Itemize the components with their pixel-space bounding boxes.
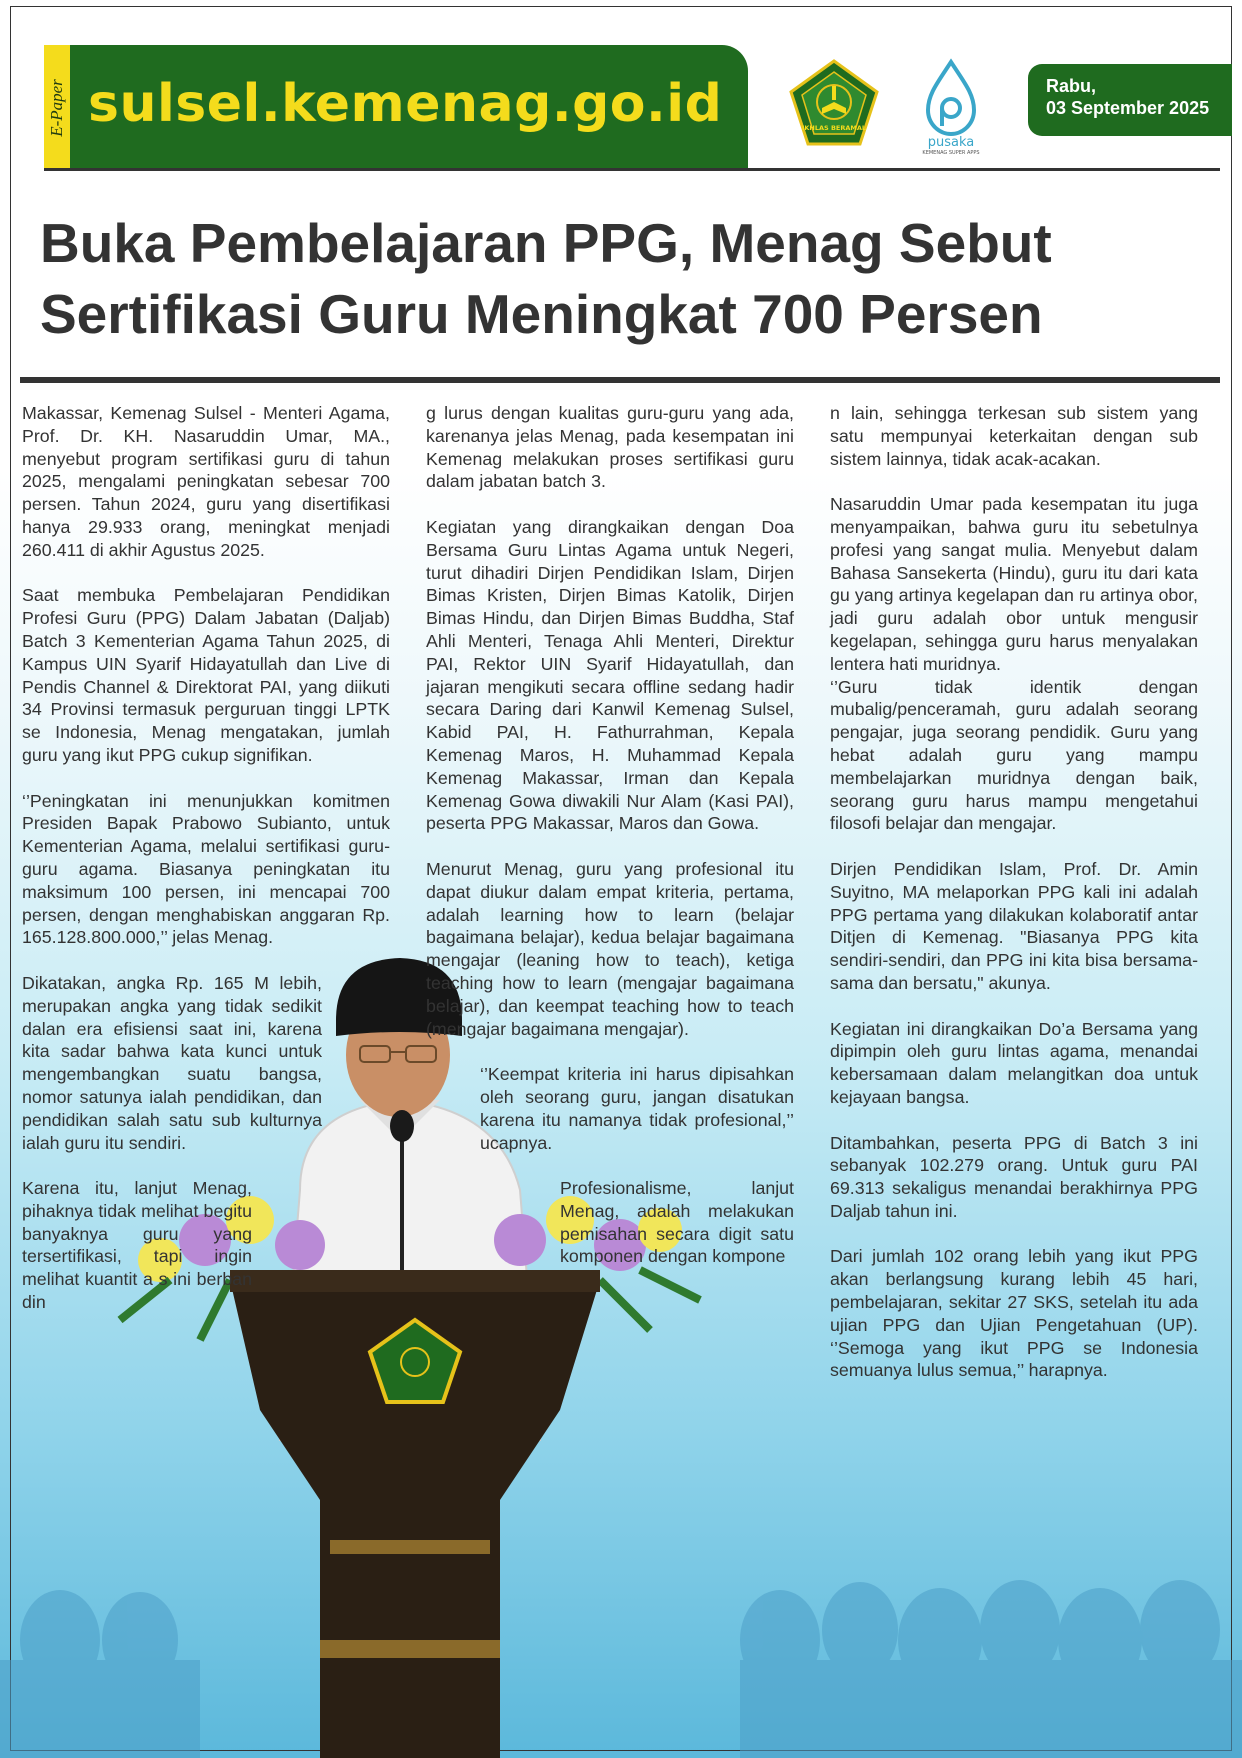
date-value: 03 September 2025 <box>1046 98 1210 118</box>
paragraph: ‘’Peningkatan ini menunjukkan komitmen Presiden Bapak Prabowo Subianto, untuk Kementerian Agama, melalui sertifikasi guru-guru agama. Biasanya peningkatan itu maksimum 100 persen, ini mencapai 700 persen, dengan menghabiskan anggaran Rp. 165.128.800.000,’’ jelas Menag. <box>22 790 390 948</box>
paragraph: Nasaruddin Umar pada kesempatan itu juga menyampaikan, bahwa guru itu sebetulnya profesi yang sangat mulia. Menyebut dalam Bahasa Sansekerta (Hindu), guru itu dari kata gu yang artinya kegelapan dan ru artinya obor, jadi guru adalah obor untuk mengusir kegelapan, sehingga guru harus menyalakan lentera hati muridnya. <box>830 494 1198 674</box>
paragraph: Dari jumlah 102 orang lebih yang ikut PPG akan berlangsung kurang lebih 45 hari, pembelajaran, sekitar 27 SKS, setelah itu ada ujian PPG dan Ujian Pengetahuan (UP). ‘’Semoga yang ikut PPG se Indonesia semuanya lulus semua,’’ harapnya. <box>830 1246 1198 1381</box>
epaper-label: E-Paper <box>47 79 66 137</box>
paragraph: Menurut Menag, guru yang profesional itu dapat diukur dalam empat kriteria, pertama, adalah learning how to learn (belajar bagaimana belajar), kedua belajar bagaimana mengajar (leaning how to teach), ketiga teaching how to learn (mengajar bagaimana belajar), dan keempat teaching how to teach (mengajar bagaimana mengajar). <box>426 858 794 1039</box>
paragraph: Ditambahkan, peserta PPG di Batch 3 ini sebanyak 102.279 orang. Untuk guru PAI 69.313 sekaligus menandai berakhirnya PPG Daljab tahun ini. <box>830 1132 1198 1221</box>
paragraph: Kegiatan yang dirangkaikan dengan Doa Bersama Guru Lintas Agama untuk Negeri, turut dihadiri Dirjen Pendidikan Islam, Dirjen Bimas Kristen, Dirjen Bimas Katolik, Dirjen Bimas Hindu, dan Dirjen Bimas Buddha, Staf Ahli Menteri, Tenaga Ahli Menteri, Direktur PAI, Rektor UIN Syarif Hidayatullah, dan jajaran mengikuti secara offline sedang hadir secara Daring dari Kanwil Kemenag Sulsel, Kabid PAI, H. Fathurrahman, Kepala Kemenag Maros, H. Muhammad Kepala Kemenag Makassar, Irman dan Kepala Kemenag Gowa diwakili Nur Alam (Kasi PAI), peserta PPG Makassar, Maros dan Gowa. <box>426 516 794 834</box>
pusaka-logo-tagline: KEMENAG SUPER APPS <box>922 150 980 156</box>
article-column-3 <box>830 402 1198 1405</box>
site-name[interactable]: sulsel.kemenag.go.id <box>88 74 723 134</box>
paragraph: Kegiatan ini dirangkaikan Do’a Bersama yang dipimpin oleh guru lintas agama, menandai kebersamaan dalam melangitkan doa untuk kejayaan bangsa. <box>830 1018 1198 1107</box>
kemenag-logo-text: IKHLAS BERAMAL <box>801 124 867 132</box>
paragraph: ‘’Keempat kriteria ini harus dipisahkan oleh seorang guru, jangan disatukan karena itu namanya tidak profesional,’’ ucapnya. <box>480 1064 794 1153</box>
headline-line-1: Buka Pembelajaran PPG, Menag Sebut <box>40 212 1052 274</box>
paragraph: ‘’Guru tidak identik dengan mubalig/penceramah, guru adalah seorang pengajar, juga seorang pendidik. Guru yang hebat adalah guru yang mampu membelajarkan muridnya dengan baik, seorang guru harus mampu mengetahui filosofi belajar dan mengajar. <box>830 676 1198 834</box>
headline-rule <box>20 377 1220 383</box>
pusaka-logo-name: pusaka <box>927 135 975 150</box>
date-day: Rabu, <box>1046 76 1097 96</box>
paragraph: g lurus dengan kualitas guru-guru yang ada, karenanya jelas Menag, pada kesempatan ini Kemenag melakukan proses sertifikasi guru dalam jabatan batch 3. <box>426 403 794 492</box>
article-headline <box>40 208 1220 350</box>
paragraph: Dikatakan, angka Rp. 165 M lebih, merupakan angka yang tidak sedikit dalan era efisiensi saat ini, karena kita sadar bahwa kata kunci untuk mengembangkan suatu bangsa, nomor satunya ialah pendidikan, dan pendidikan salah satu sub kulturnya ialah guru itu sendiri. <box>22 972 322 1153</box>
paragraph: n lain, sehingga terkesan sub sistem yang satu mempunyai keterkaitan dengan sub sistem lainnya, tidak acak-acakan. <box>830 403 1198 469</box>
kemenag-logo <box>788 58 880 150</box>
paragraph: Makassar, Kemenag Sulsel - Menteri Agama, Prof. Dr. KH. Nasaruddin Umar, MA., menyebut program sertifikasi guru di tahun 2025, mengalami peningkatan sebesar 700 persen. Tahun 2024, guru yang disertifikasi hanya 29.933 orang, meningkat menjadi 260.411 di akhir Agustus 2025. <box>22 403 390 560</box>
paragraph: Karena itu, lanjut Menag, pihaknya tidak melihat begitu banyaknya guru yang tersertifikasi, tapi ingin melihat kuantit a s ini berban din <box>22 1178 252 1313</box>
paragraph: Dirjen Pendidikan Islam, Prof. Dr. Amin Suyitno, MA melaporkan PPG kali ini adalah PPG pertama yang dilakukan kolaboratif antar Ditjen di Kemenag. "Biasanya PPG kita sendiri-sendiri, dan PPG ini kita bisa bersama-sama dan bersatu," akunya. <box>830 858 1198 993</box>
article-column-1 <box>22 402 390 1337</box>
masthead-rule <box>44 168 1220 171</box>
paragraph: Saat membuka Pembelajaran Pendidikan Profesi Guru (PPG) Dalam Jabatan (Daljab) Batch 3 Kementerian Agama Tahun 2025, di Kampus UIN Syarif Hidayatullah dan Live di Pendis Channel & Direktorat PAI, yang diikuti 34 Provinsi termasuk perguruan tinggi LPTK se Indonesia, Menag mengatakan, jumlah guru yang ikut PPG cukup signifikan. <box>22 585 390 765</box>
paragraph: Profesionalisme, lanjut Menag, adalah melakukan pemisahan secara digit satu komponen dengan kompone <box>560 1178 794 1267</box>
article-column-2 <box>426 402 794 1291</box>
headline-line-2: Sertifikasi Guru Meningkat 700 Persen <box>40 283 1043 345</box>
pusaka-logo <box>908 56 994 156</box>
